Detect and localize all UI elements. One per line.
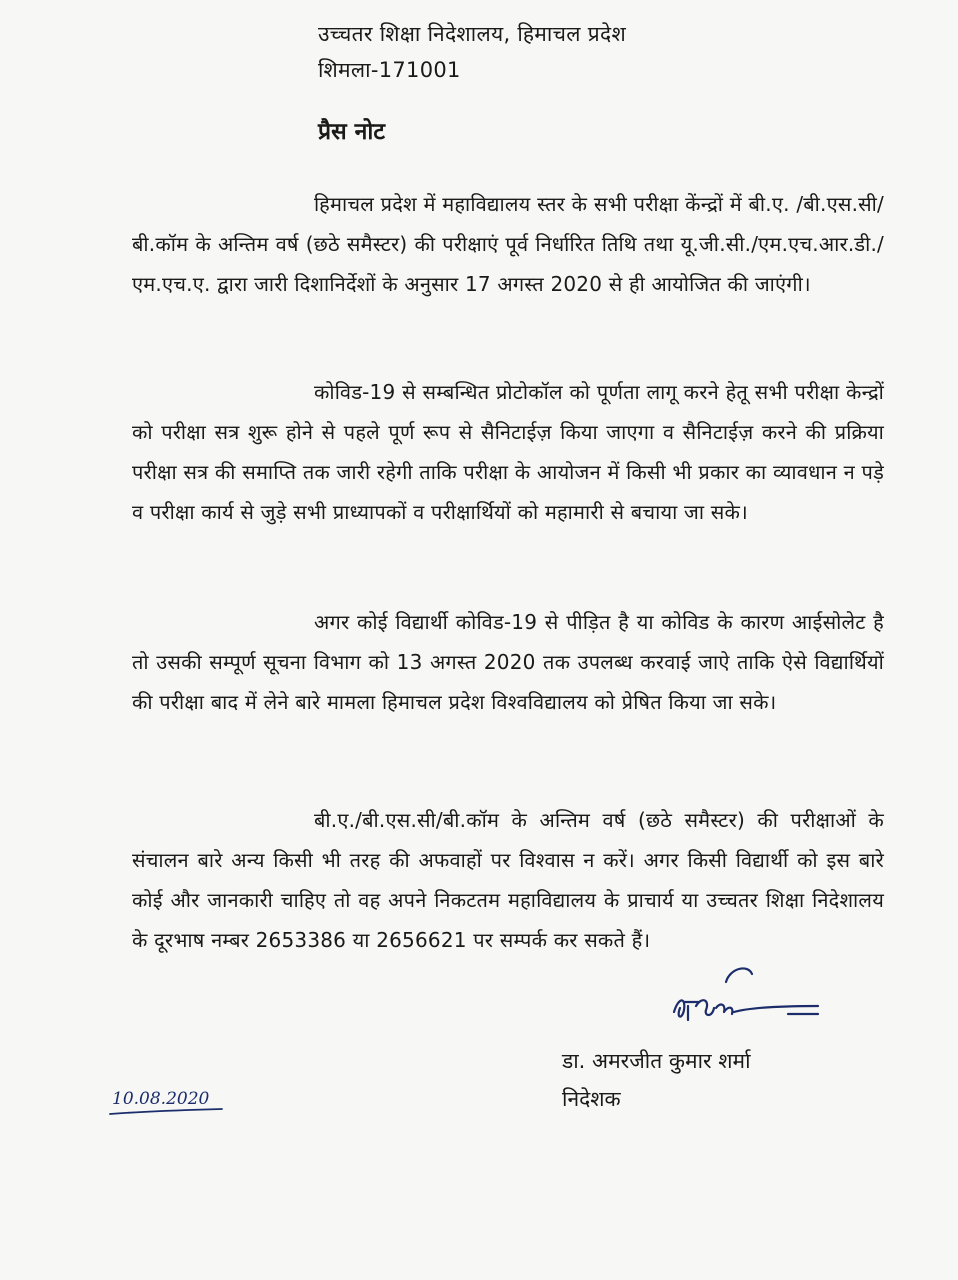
handwritten-signature: [668, 962, 828, 1032]
signatory-designation: निदेशक: [562, 1087, 621, 1111]
office-header: [318, 16, 626, 88]
paragraph-contact-info: बी.ए./बी.एस.सी/बी.कॉम के अन्तिम वर्ष (छठे समैस्टर) की परीक्षाओं के संचालन बारे अन्य किसी भी तरह की अफवाहों पर विश्वास न करें। अगर किसी विद्यार्थी को इस बारे कोई और जानकारी चाहिए तो वह अपने निकटतम महाविद्यालय के प्राचार्य या उच्चतर शिक्षा निदेशालय के दूरभाष नम्बर 2653386 या 2656621 पर सम्पर्क कर सकते हैं।: [132, 808, 884, 952]
paragraph-covid-protocol: कोविड-19 से सम्बन्धित प्रोटोकॉल को पूर्णता लागू करने हेतू सभी परीक्षा केन्द्रों को परीक्षा सत्र शुरू होने से पहले पूर्ण रूप से सैनिटाईज़ किया जाएगा व सैनिटाईज़ करने की प्रक्रिया परीक्षा सत्र की समाप्ति तक जारी रहेगी ताकि परीक्षा के आयोजन में किसी भी प्रकार का व्यावधान न पड़े व परीक्षा कार्य से जुड़े सभी प्राध्यापकों व परीक्षार्थियों को महामारी से बचाया जा सके।: [132, 380, 884, 524]
office-address: शिमला-171001: [318, 58, 461, 82]
document-title: प्रैस नोट: [318, 119, 385, 145]
handwritten-date-text: 10.08.2020: [112, 1089, 210, 1109]
office-name: उच्चतर शिक्षा निदेशालय, हिमाचल प्रदेश: [318, 22, 627, 46]
signatory-name: डा. अमरजीत कुमार शर्मा: [562, 1049, 751, 1073]
handwritten-date: [108, 1078, 228, 1122]
paragraph-exam-schedule: हिमाचल प्रदेश में महाविद्यालय स्तर के सभी परीक्षा केंन्द्रों में बी.ए. /बी.एस.सी/बी.कॉम के अन्तिम वर्ष (छठे समैस्टर) की परीक्षाएं पूर्व निर्धारित तिथि तथा यू.जी.सी./एम.एच.आर.डी./एम.एच.ए. द्वारा जारी दिशानिर्देशों के अनुसार 17 अगस्त 2020 से ही आयोजित की जाएंगी।: [132, 192, 884, 296]
paragraph-covid-students: अगर कोई विद्यार्थी कोविड-19 से पीड़ित है या कोविड के कारण आईसोलेट है तो उसकी सम्पूर्ण सूचना विभाग को 13 अगस्त 2020 तक उपलब्ध करवाई जाऐ ताकि ऐसे विद्यार्थियों की परीक्षा बाद में लेने बारे मामला हिमाचल प्रदेश विश्वविद्यालय को प्रेषित किया जा सके।: [132, 610, 884, 714]
signatory-block: [562, 1042, 751, 1118]
